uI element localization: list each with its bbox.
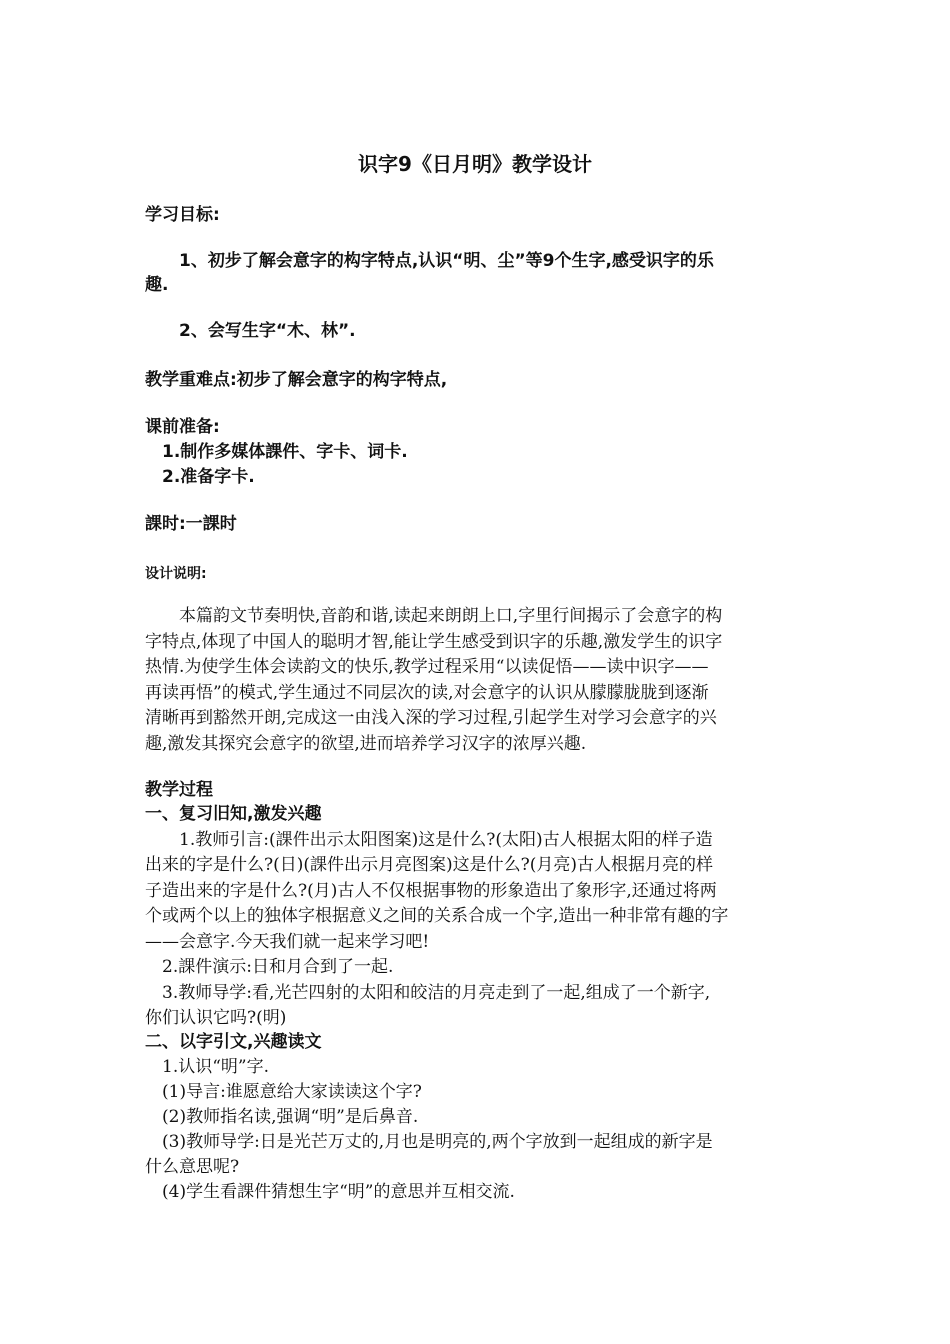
section-1-line: ——会意字.今天我们就一起来学习吧! — [145, 932, 430, 952]
design-note-line: 字特点,体现了中国人的聪明才智,能让学生感受到识字的乐趣,激发学生的识字 — [145, 632, 723, 652]
section-2-line: (2)教师指名读,强调“明”是后鼻音. — [162, 1107, 419, 1127]
section-1-line: 2.課件演示:日和月合到了一起. — [162, 957, 394, 977]
process-heading: 教学过程 — [145, 780, 213, 800]
section-2-heading: 二、以字引文,兴趣读文 — [145, 1032, 322, 1052]
section-2-line: 什么意思呢? — [145, 1157, 240, 1177]
key-points: 教学重难点:初步了解会意字的构字特点, — [145, 370, 448, 390]
section-1-heading: 一、复习旧知,激发兴趣 — [145, 804, 322, 824]
preparation-item-2: 2.准备字卡. — [162, 467, 255, 487]
section-1-line: 3.教师导学:看,光芒四射的太阳和皎洁的月亮走到了一起,组成了一个新字, — [162, 983, 711, 1003]
preparation-heading: 课前准备: — [145, 417, 220, 437]
lesson-time: 課时:一課时 — [145, 514, 237, 534]
section-1-line: 你们认识它吗?(明) — [145, 1008, 287, 1028]
section-1-line: 子造出来的字是什么?(月)古人不仅根据事物的形象造出了象形字,还通过将两 — [145, 881, 717, 901]
section-2-line: (1)导言:谁愿意给大家读读这个字? — [162, 1082, 422, 1102]
section-2-line: (3)教师导学:日是光芒万丈的,月也是明亮的,两个字放到一起组成的新字是 — [162, 1132, 713, 1152]
section-1-line: 1.教师引言:(課件出示太阳图案)这是什么?(太阳)古人根据太阳的样子造 — [179, 830, 713, 850]
design-note-line: 本篇韵文节奏明快,音韵和谐,读起来朗朗上口,字里行间揭示了会意字的构 — [179, 606, 723, 626]
design-note-line: 清晰再到豁然开朗,完成这一由浅入深的学习过程,引起学生对学习会意字的兴 — [145, 708, 717, 728]
document-title: 识字9《日月明》教学设计 — [358, 152, 592, 176]
section-1-line: 个或两个以上的独体字根据意义之间的关系合成一个字,造出一种非常有趣的字 — [145, 906, 729, 926]
preparation-item-1: 1.制作多媒体課件、字卡、词卡. — [162, 442, 408, 462]
design-note-line: 热情.为使学生体会读韵文的快乐,教学过程采用“以读促悟——读中识字—— — [145, 657, 709, 677]
section-1-line: 出来的字是什么?(日)(課件出示月亮图案)这是什么?(月亮)古人根据月亮的样 — [145, 855, 714, 875]
objective-item-1-cont: 趣. — [145, 275, 169, 295]
section-2-line: (4)学生看課件猜想生字“明”的意思并互相交流. — [162, 1182, 515, 1202]
design-note-heading: 设计说明: — [145, 566, 207, 582]
objective-item-1: 1、初步了解会意字的构字特点,认识“明、尘”等9个生字,感受识字的乐 — [179, 251, 714, 271]
design-note-line: 再读再悟”的模式,学生通过不同层次的读,对会意字的认识从朦朦胧胧到逐渐 — [145, 683, 709, 703]
design-note-line: 趣,激发其探究会意字的欲望,进而培养学习汉字的浓厚兴趣. — [145, 734, 587, 754]
objective-item-2: 2、会写生字“木、林”. — [179, 321, 356, 341]
objectives-heading: 学习目标: — [145, 205, 220, 225]
section-2-line: 1.认识“明”字. — [162, 1057, 270, 1077]
